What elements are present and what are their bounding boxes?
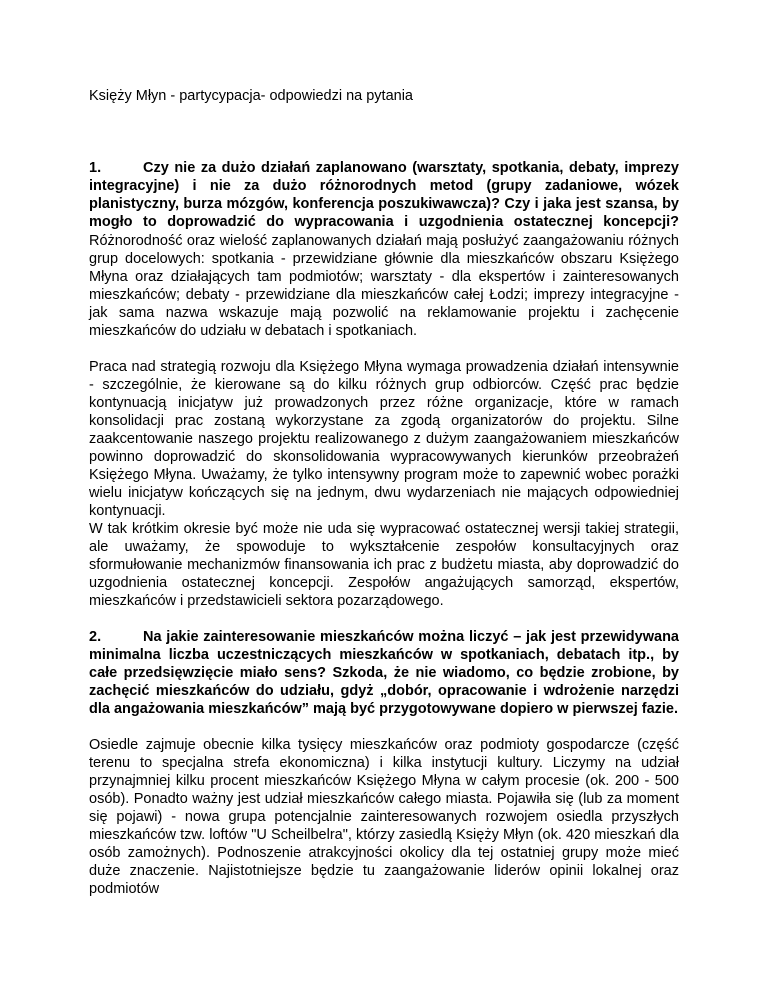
answer-paragraph-3: W tak krótkim okresie być może nie uda się wypracować ostatecznej wersji takiej strategii, ale uważamy, że spowoduje to wykształcenie zespołów konsultacyjnych oraz sformułowanie mechanizmów finansowania ich prac z budżetu miasta, aby doprowadzić do uzgodnienia ostatecznej koncepcji. Zespołów angażujących samorząd, ekspertów, mieszkańców i przedstawicieli sektora pozarządowego. <box>89 521 679 609</box>
question-2-number: 2. <box>89 629 102 645</box>
question-1 <box>89 159 679 231</box>
answer-paragraph-4: Osiedle zajmuje obecnie kilka tysięcy mieszkańców oraz podmioty gospodarcze (część terenu to specjalna strefa ekonomiczna) i kilka instytucji kultury. Liczymy na udział przynajmniej kilku procent mieszkańców Księżego Młyna w całym procesie (ok. 200 - 500 osób). Ponadto ważny jest udział mieszkańców całego miasta. Pojawiła się (lub za moment się pojawi) - nowa grupa potencjalnie zainteresowanych rozwojem osiedla przyszłych mieszkańców tzw. loftów "U Scheilbelra", którzy zasiedlą Księży Młyn (ok. 420 mieszkań dla osób zamożnych). Podnoszenie atrakcyjności okolicy dla tej ostatniej grupy może mieć duże znaczenie. Najistotniejsze będzie tu zaangażowanie liderów opinii lokalnej oraz podmiotów <box>89 737 679 897</box>
question-1-text: Czy nie za dużo działań zaplanowano (warsztaty, spotkania, debaty, imprezy integracyjne) i nie za dużo różnorodnych metod (grupy zadaniowe, wózek planistyczny, burza mózgów, konferencja poszukiwawcza)? Czy i jaka jest szansa, by mogło to doprowadzić do wypracowania i uzgodnienia ostatecznej koncepcji? <box>89 160 679 230</box>
question-1-number: 1. <box>89 160 102 176</box>
document-title: Księży Młyn - partycypacja- odpowiedzi na pytania <box>89 88 413 104</box>
question-2 <box>89 628 679 718</box>
answer-paragraph-1: Różnorodność oraz wielość zaplanowanych działań mają posłużyć zaangażowaniu różnych grup docelowych: spotkania - przewidziane głównie dla mieszkańców obszaru Księżego Młyna oraz działających tam podmiotów; warsztaty - dla ekspertów i zainteresowanych mieszkańców; debaty - przewidziane dla mieszkańców całej Łodzi; imprezy integracyjne - jak sama nazwa wskazuje mają pozwolić na reklamowanie projektu i zachęcenie mieszkańców do udziału w debatach i spotkaniach. <box>89 233 679 339</box>
question-2-text: Na jakie zainteresowanie mieszkańców można liczyć – jak jest przewidywana minimalna liczba uczestniczących mieszkańców w spotkaniach, debatach itp., by całe przedsięwzięcie miało sens? Szkoda, że nie wiadomo, co będzie zrobione, by zachęcić mieszkańców do udziału, gdyż „dobór, opracowanie i wdrożenie narzędzi dla angażowania mieszkańców” mają być przygotowywane dopiero w pierwszej fazie. <box>89 629 679 717</box>
answer-paragraph-2: Praca nad strategią rozwoju dla Księżego Młyna wymaga prowadzenia działań intensywnie - szczególnie, że kierowane są do kilku różnych grup odbiorców. Część prac będzie kontynuacją inicjatyw już prowadzonych przez różne organizacje, które w ramach konsolidacji prac zostaną wykorzystane za zgodą organizatorów do projektu. Silne zaakcentowanie naszego projektu realizowanego z dużym zaangażowaniem mieszkańców powinno doprowadzić do skonsolidowania wypracowywanych kierunków przeobrażeń Księżego Młyna. Uważamy, że tylko intensywny program może to zapewnić wobec porażki wielu inicjatyw kończących się na jednym, dwu wydarzeniach nie mających odpowiedniej kontynuacji. <box>89 359 679 519</box>
